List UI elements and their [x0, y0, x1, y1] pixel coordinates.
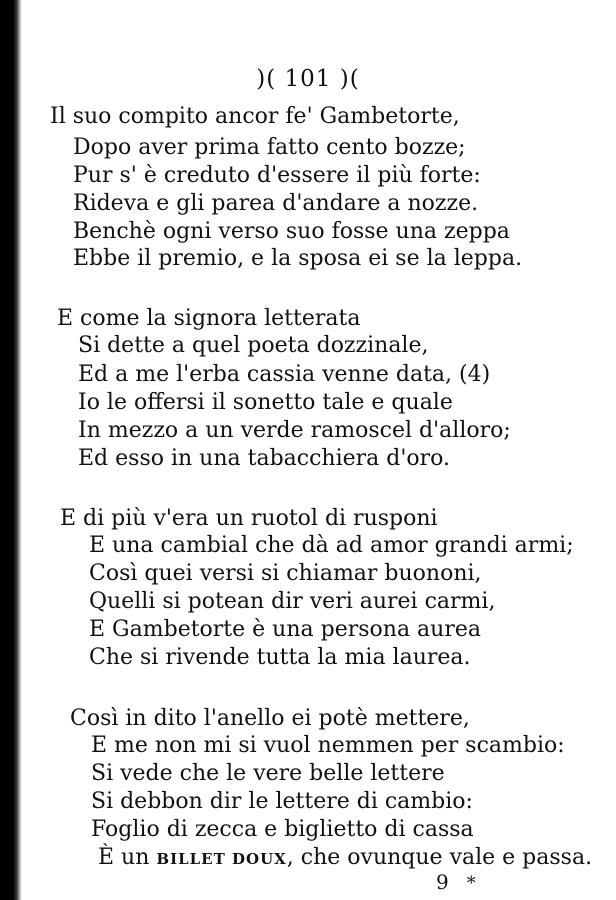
verse-prefix: È un [98, 845, 157, 870]
signature-asterisk: * [466, 873, 476, 894]
verse-line: E una cambial che dà ad amor grandi armi; [89, 533, 574, 558]
verse-line: Così quei versi si chiamar buononi, [89, 561, 482, 586]
verse-line: Dopo aver prima fatto cento bozze; [73, 135, 466, 160]
page-number-header [0, 66, 616, 92]
verse-line: Ed esso in una tabacchiera d'oro. [78, 446, 451, 471]
verse-line: Rideva e gli parea d'andare a nozze. [73, 191, 479, 216]
verse-line: Ebbe il premio, e la sposa ei se la leppa. [73, 246, 523, 271]
verse-line: Si vede che le vere belle lettere [91, 761, 445, 786]
verse-line-last [98, 845, 592, 872]
verse-line: Io le offersi il sonetto tale e quale [78, 390, 453, 415]
verse-line: Foglio di zecca e biglietto di cassa [91, 817, 474, 842]
verse-line: E Gambetorte è una persona aurea [89, 617, 481, 642]
verse-suffix: , che ovunque vale e passa. [286, 845, 593, 870]
verse-line: Si debbon dir le lettere di cambio: [91, 789, 473, 814]
signature-mark [436, 870, 476, 894]
verse-line: Così in dito l'anello ei potè mettere, [70, 706, 470, 731]
verse-line: Si dette a quel poeta dozzinale, [78, 333, 429, 358]
signature-number: 9 [436, 870, 449, 894]
verse-line: E me non mi si vuol nemmen per scambio: [91, 733, 565, 758]
verse-line: Il suo compito ancor fe' Gambetorte, [50, 104, 460, 129]
page-number-text: )( 101 )( [256, 66, 360, 92]
verse-line: Che si rivende tutta la mia laurea. [89, 645, 471, 670]
verse-line: E di più v'era un ruotol di rusponi [60, 506, 438, 531]
verse-line: Ed a me l'erba cassia venne data, (4) [78, 362, 491, 387]
small-caps-phrase: BILLET DOUX [156, 850, 287, 868]
page-spine-shadow [0, 0, 22, 900]
verse-line: Benchè ogni verso suo fosse una zeppa [73, 219, 510, 244]
verse-line: Pur s' è creduto d'essere il più forte: [73, 163, 481, 188]
verse-line: Quelli si potean dir veri aurei carmi, [89, 589, 496, 614]
verse-line: In mezzo a un verde ramoscel d'alloro; [78, 418, 511, 443]
verse-line: E come la signora letterata [57, 306, 361, 331]
